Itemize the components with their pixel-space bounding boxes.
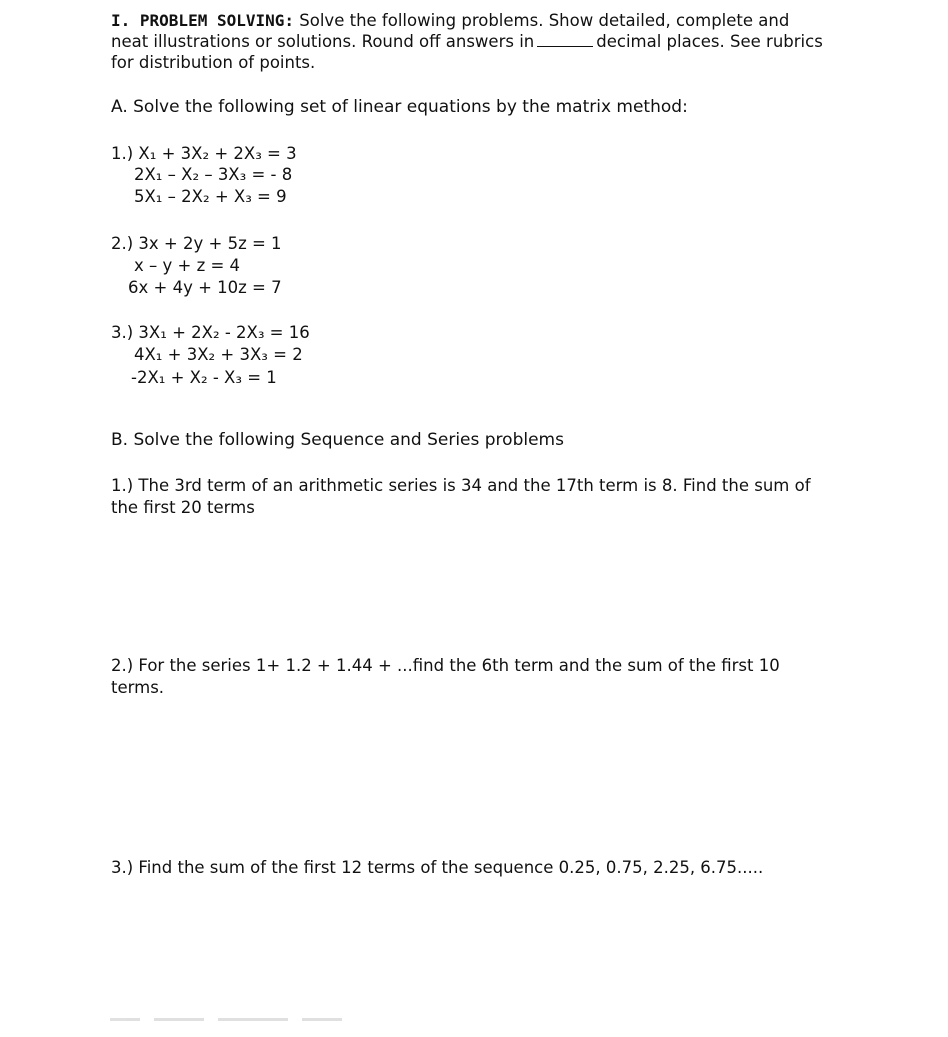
a3-equation-1: 3.) 3X₁ + 2X₂ - 2X₃ = 16 [111,323,310,342]
b2-problem: 2.) For the series 1+ 1.2 + 1.44 + ...find the 6th term and the sum of the first 10 terms. [111,656,780,697]
section-b-heading: B. Solve the following Sequence and Series problems [111,430,564,450]
instructions-block [111,10,831,73]
a2-equation-3: 6x + 4y + 10z = 7 [128,278,282,297]
a1-equation-2: 2X₁ – X₂ – 3X₃ = - 8 [134,165,293,184]
b3-problem: 3.) Find the sum of the first 12 terms of the sequence 0.25, 0.75, 2.25, 6.75..... [111,858,764,877]
instructions-text-2: decimal places. See rubrics for distribution of points. [111,32,823,72]
section-title: I. PROBLEM SOLVING: [111,11,295,30]
a2-equation-1: 2.) 3x + 2y + 5z = 1 [111,234,282,253]
a2-equation-2: x – y + z = 4 [134,256,241,275]
a1-equation-1: 1.) X₁ + 3X₂ + 2X₃ = 3 [111,144,297,163]
a1-equation-3: 5X₁ – 2X₂ + X₃ = 9 [134,187,287,206]
section-a-heading: A. Solve the following set of linear equations by the matrix method: [111,97,688,117]
b1-problem: 1.) The 3rd term of an arithmetic series is 34 and the 17th term is 8. Find the sum of the first 20 terms [111,476,811,517]
faint-bleedthrough-marks [110,1018,410,1024]
a3-equation-3: -2X₁ + X₂ - X₃ = 1 [131,368,277,387]
a3-equation-2: 4X₁ + 3X₂ + 3X₃ = 2 [134,345,303,364]
decimal-places-blank [537,34,593,47]
instructions-text-1: Solve the following problems. Show detailed, complete and neat illustrations or solutions. Round off answers in [111,11,790,51]
